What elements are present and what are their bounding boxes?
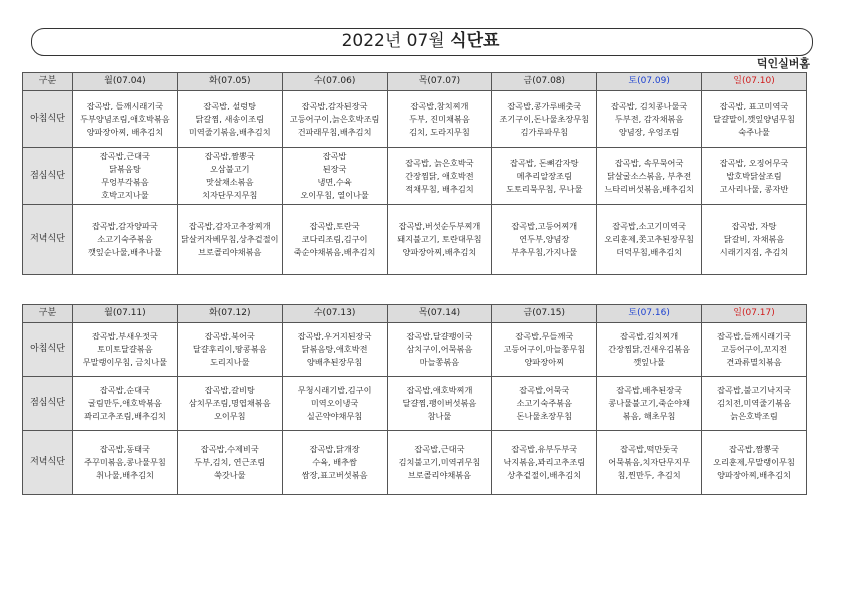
menu-cell <box>387 431 492 495</box>
day-header: 목(07.14) <box>387 305 492 323</box>
menu-cell <box>73 205 178 275</box>
menu-cell <box>73 323 178 377</box>
menu-item: 늙은호박조림 <box>730 411 778 421</box>
menu-item: 시래기지짐, 추김치 <box>719 247 789 257</box>
menu-item: 미역오이냉국 <box>310 398 359 408</box>
menu-item: 브로콜리야채볶음 <box>407 470 472 480</box>
menu-item: 양파장아찌,배추김치 <box>402 247 477 257</box>
menu-item: 닭살커자베무침,상추겉절이 <box>181 234 279 244</box>
menu-item: 김치불고기,미역귀무침 <box>398 457 481 467</box>
menu-item: 오이무침, 열이나물 <box>300 190 369 200</box>
menu-item: 고등어구이,늙은호박조림 <box>289 113 380 124</box>
menu-item: 된장국 <box>322 164 347 174</box>
menu-item: 오삼불고기 <box>209 164 250 174</box>
menu-item: 잡곡밥,우거지된장국 <box>297 331 372 341</box>
menu-item: 어묵볶음,치자단무지무 <box>608 457 690 467</box>
menu-item: 잡곡밥,유부두부국 <box>511 444 578 454</box>
menu-item: 두부,김치, 연근조림 <box>194 457 266 467</box>
day-header: 금(07.08) <box>492 73 597 91</box>
menu-cell <box>177 431 282 495</box>
day-header: 화(07.12) <box>177 305 282 323</box>
menu-item: 잡곡밥,콩가루배춧국 <box>507 100 582 111</box>
menu-item: 무말랭이무침, 금치나물 <box>82 357 168 367</box>
menu-item: 돼지불고기, 토란대무침 <box>397 234 482 244</box>
menu-item: 잡곡밥,닭개장 <box>309 444 360 454</box>
menu-item: 잡곡밥,갈비탕 <box>204 385 255 395</box>
corner-header: 구분 <box>23 305 73 323</box>
menu-item: 미역줄기볶음,배추김치 <box>188 126 271 137</box>
menu-cell <box>73 91 178 148</box>
menu-item: 오리훈제,쫏고추된장무침 <box>604 234 694 244</box>
menu-item: 잡곡밥,부새우젓국 <box>91 331 158 341</box>
menu-item: 숙주나물 <box>738 126 770 137</box>
menu-item: 두부, 진미채볶음 <box>409 113 470 124</box>
menu-item: 실곤약야채무침 <box>306 411 363 421</box>
menu-item: 닭볶음탕,애호박전 <box>301 344 368 354</box>
corner-header: 구분 <box>23 73 73 91</box>
menu-item: 마늘쫑볶음 <box>419 357 460 367</box>
menu-item: 잡곡밥, 들깨시래기국 <box>86 100 164 111</box>
menu-item: 양배추된장무침 <box>306 357 363 367</box>
menu-cell <box>282 377 387 431</box>
menu-cell <box>177 377 282 431</box>
day-header: 일(07.10) <box>702 73 807 91</box>
menu-cell <box>597 431 702 495</box>
header-row <box>23 305 807 323</box>
meal-label: 점심식단 <box>23 148 73 205</box>
menu-item: 달걀찜,팽이버섯볶음 <box>402 398 477 408</box>
menu-item: 낙지볶음,꽈리고추조림 <box>503 457 586 467</box>
menu-item: 양파장아찌, 배추김치 <box>86 126 164 137</box>
menu-table-week-1 <box>22 72 807 275</box>
menu-item: 토미토달걀볶음 <box>97 344 153 354</box>
menu-item: 닭갈찜, 새송이조림 <box>195 113 264 124</box>
menu-item: 부추무침,가지나물 <box>511 247 578 257</box>
menu-item: 잡곡밥,달걀팽이국 <box>406 331 473 341</box>
menu-cell <box>387 91 492 148</box>
menu-item: 잡곡밥,어묵국 <box>519 385 570 395</box>
menu-item: 건파래무침,배추김치 <box>297 126 372 137</box>
menu-cell <box>702 205 807 275</box>
menu-item: 깻잎순나물,배추나물 <box>88 247 162 257</box>
menu-item: 느타리버섯볶음,배추김치 <box>604 183 694 194</box>
menu-item: 잡곡밥,순대국 <box>99 385 150 395</box>
menu-item: 소고기숙주볶음 <box>516 398 572 408</box>
menu-item: 적채무침, 배추김치 <box>405 183 474 194</box>
menu-item: 잡곡밥,고등어찌개 <box>511 221 578 231</box>
menu-item: 침,찐만두, 추김치 <box>617 470 681 480</box>
menu-cell <box>282 323 387 377</box>
menu-item: 간장찜닭,건새우김볶음 <box>608 344 690 354</box>
menu-item: 삼치구이,어묵볶음 <box>406 344 473 354</box>
menu-item: 잡곡밥,토란국 <box>309 221 360 231</box>
menu-cell <box>702 148 807 205</box>
page-title <box>0 30 841 52</box>
day-header: 일(07.17) <box>702 305 807 323</box>
meal-row <box>23 377 807 431</box>
menu-item: 양파장아찌 <box>524 357 565 367</box>
menu-item: 참나물 <box>427 411 452 421</box>
menu-item: 잡곡밥 <box>322 151 347 161</box>
menu-item: 돈나물초장무침 <box>516 411 572 421</box>
menu-item: 고사리나물, 콩자반 <box>719 183 789 194</box>
day-header: 토(07.09) <box>597 73 702 91</box>
menu-item: 잡곡밥,소고기미역국 <box>612 221 687 231</box>
day-header: 월(07.11) <box>73 305 178 323</box>
menu-item: 견과류멸치볶음 <box>726 357 782 367</box>
meal-label: 아침식단 <box>23 323 73 377</box>
menu-cell <box>597 377 702 431</box>
title-main: 식단표 <box>450 31 500 51</box>
day-header: 금(07.15) <box>492 305 597 323</box>
menu-item: 잡곡밥, 속무묵어국 <box>614 157 684 168</box>
menu-item: 쑥갓나물 <box>213 470 246 480</box>
menu-cell <box>492 431 597 495</box>
menu-item: 양념장, 우엉조림 <box>618 126 680 137</box>
menu-item: 잡곡밥,배추된장국 <box>616 385 683 395</box>
menu-cell <box>597 91 702 148</box>
menu-cell <box>282 205 387 275</box>
menu-item: 맛살채소볶음 <box>206 177 254 187</box>
menu-item: 잡곡밥, 김치콩나물국 <box>610 100 688 111</box>
menu-item: 더덕무침,배추김치 <box>616 247 683 257</box>
menu-item: 닭갈비, 자채볶음 <box>723 234 785 244</box>
menu-item: 잡곡밥,불고기낙지국 <box>717 385 791 395</box>
menu-item: 잡곡밥, 오징어무국 <box>719 157 789 168</box>
menu-item: 잡곡밥,떡만둣국 <box>620 444 679 454</box>
menu-cell <box>702 91 807 148</box>
day-header: 수(07.13) <box>282 305 387 323</box>
menu-item: 깻잎나물 <box>633 357 665 367</box>
day-header: 화(07.05) <box>177 73 282 91</box>
menu-item: 잡곡밥,수제비국 <box>200 444 259 454</box>
meal-row <box>23 431 807 495</box>
menu-cell <box>282 431 387 495</box>
meal-row <box>23 91 807 148</box>
menu-item: 잡곡밥,짬뽕국 <box>204 151 255 161</box>
menu-item: 잡곡밥,감자고추장찌개 <box>188 221 271 231</box>
menu-cell <box>177 205 282 275</box>
title-date: 2022년 07월 <box>341 31 451 51</box>
menu-item: 메추리알장조림 <box>516 170 572 181</box>
menu-item: 소고기숙주볶음 <box>97 234 153 244</box>
menu-item: 잡곡밥,무들깨국 <box>515 331 574 341</box>
menu-item: 죽순야채볶음,배추김치 <box>293 247 376 257</box>
menu-item: 잡곡밥,감자된장국 <box>301 100 368 111</box>
menu-cell <box>492 91 597 148</box>
menu-item: 달걀후리이,땅콩볶음 <box>192 344 267 354</box>
menu-cell <box>702 431 807 495</box>
menu-item: 김치전,미역줄기볶음 <box>717 398 791 408</box>
menu-cell <box>492 148 597 205</box>
menu-cell <box>73 431 178 495</box>
day-header: 수(07.06) <box>282 73 387 91</box>
menu-item: 꽈리고추조림,배추김치 <box>84 411 166 421</box>
menu-item: 밥호박닭살조림 <box>726 170 782 181</box>
menu-item: 볶음, 해초무침 <box>622 411 676 421</box>
menu-item: 코다리조림,김구이 <box>301 234 368 244</box>
menu-cell <box>387 377 492 431</box>
menu-item: 잡곡밥,북어국 <box>204 331 255 341</box>
menu-item: 무청시래기밥,김구이 <box>297 385 372 395</box>
menu-item: 김치, 도라지무침 <box>409 126 470 137</box>
menu-item: 잡곡밥,김치찌개 <box>620 331 679 341</box>
menu-item: 브로콜리야채볶음 <box>198 247 262 257</box>
menu-cell <box>177 148 282 205</box>
menu-cell <box>492 323 597 377</box>
menu-item: 닭살굴소스볶음, 부추전 <box>606 170 692 181</box>
menu-item: 닭볶음탕 <box>109 164 141 174</box>
menu-item: 치자단무지무침 <box>202 190 258 200</box>
menu-item: 수육, 배추쌈 <box>312 457 357 467</box>
meal-row <box>23 323 807 377</box>
menu-item: 양파장아찌,배추김치 <box>717 470 791 480</box>
menu-item: 콩나물불고기,죽순야채 <box>608 398 690 408</box>
meal-label: 저녁식단 <box>23 431 73 495</box>
menu-item: 잡곡밥, 돈뼈감자탕 <box>510 157 579 168</box>
menu-item: 두부양념조림,애호박볶음 <box>80 113 170 124</box>
menu-cell <box>492 205 597 275</box>
menu-item: 잡곡밥,감자양파국 <box>91 221 158 231</box>
menu-cell <box>597 205 702 275</box>
menu-item: 도리지나물 <box>209 357 250 367</box>
menu-item: 두부전, 감자채볶음 <box>614 113 684 124</box>
menu-item: 잡곡밥, 늙은호박국 <box>405 157 474 168</box>
menu-item: 연두부,양념장 <box>519 234 570 244</box>
menu-item: 고등어구이,마늘쫑무침 <box>503 344 586 354</box>
menu-cell <box>387 205 492 275</box>
menu-item: 쌈장,표고버섯볶음 <box>301 470 368 480</box>
menu-item: 잡곡밥, 표고미역국 <box>719 100 789 111</box>
organization-name: 덕인실버홈 <box>756 57 810 70</box>
menu-item: 조기구이,돈나물초장무침 <box>499 113 590 124</box>
day-header: 목(07.07) <box>387 73 492 91</box>
menu-item: 굴림만두,애호박볶음 <box>88 398 162 408</box>
menu-item: 잡곡밥,버섯순두부찌개 <box>398 221 481 231</box>
menu-cell <box>282 91 387 148</box>
menu-cell <box>597 148 702 205</box>
day-header: 토(07.16) <box>597 305 702 323</box>
menu-cell <box>387 148 492 205</box>
meal-label: 아침식단 <box>23 91 73 148</box>
menu-item: 호박고지나물 <box>101 190 149 200</box>
menu-item: 김가루파무침 <box>520 126 569 137</box>
menu-item: 도토리묵무침, 무나물 <box>506 183 583 194</box>
menu-item: 잡곡밥,근대국 <box>99 151 150 161</box>
meal-label: 저녁식단 <box>23 205 73 275</box>
menu-cell <box>282 148 387 205</box>
menu-cell <box>73 377 178 431</box>
menu-cell <box>492 377 597 431</box>
menu-cell <box>177 91 282 148</box>
menu-item: 잡곡밥,근대국 <box>414 444 465 454</box>
menu-item: 잡곡밥,참치찌개 <box>410 100 469 111</box>
menu-item: 오이무침 <box>213 411 246 421</box>
menu-item: 고등어구이,꼬지전 <box>721 344 787 354</box>
menu-cell <box>702 377 807 431</box>
menu-item: 오리훈제,무말랭이무침 <box>713 457 795 467</box>
menu-item: 잡곡밥, 설렁탕 <box>203 100 257 111</box>
menu-cell <box>177 323 282 377</box>
menu-item: 잡곡밥,들깨시래기국 <box>717 331 791 341</box>
menu-item: 달걀말이,깻잎양념무침 <box>713 113 795 124</box>
header-row <box>23 73 807 91</box>
meal-row <box>23 148 807 205</box>
menu-cell <box>73 148 178 205</box>
menu-cell <box>702 323 807 377</box>
menu-item: 삼치무조림,명엽채볶음 <box>188 398 271 408</box>
menu-item: 취나물,배추김치 <box>95 470 154 480</box>
menu-item: 잡곡밥,동태국 <box>99 444 150 454</box>
menu-item: 무엉부각볶음 <box>101 177 149 187</box>
menu-item: 잡곡밥, 자탕 <box>731 221 777 231</box>
menu-item: 주꾸미볶음,콩나물무침 <box>84 457 166 467</box>
menu-cell <box>597 323 702 377</box>
meal-label: 점심식단 <box>23 377 73 431</box>
menu-item: 잡곡밥,짬뽕국 <box>729 444 780 454</box>
menu-table-week-2 <box>22 304 807 495</box>
menu-item: 상추겉절이,배추김치 <box>507 470 582 480</box>
menu-item: 냉면,수육 <box>317 177 352 187</box>
meal-row <box>23 205 807 275</box>
menu-item: 잡곡밥,애호박찌개 <box>406 385 473 395</box>
day-header: 월(07.04) <box>73 73 178 91</box>
menu-item: 간장찜닭, 애호박전 <box>405 170 474 181</box>
menu-cell <box>387 323 492 377</box>
